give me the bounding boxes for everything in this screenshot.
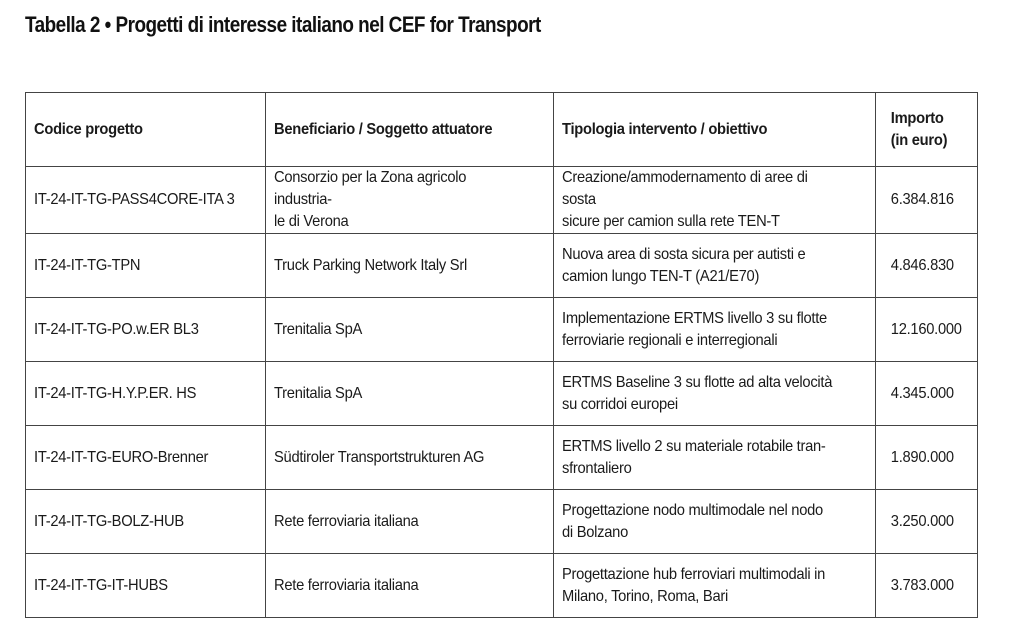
header-beneficiary: Beneficiario / Soggetto attuatore bbox=[266, 93, 554, 167]
cell-code: IT-24-IT-TG-IT-HUBS bbox=[26, 554, 266, 618]
projects-table bbox=[25, 92, 978, 618]
cell-code: IT-24-IT-TG-BOLZ-HUB bbox=[26, 490, 266, 554]
cell-code: IT-24-IT-TG-TPN bbox=[26, 234, 266, 298]
cell-type: Progettazione nodo multimodale nel nodo di Bolzano bbox=[554, 490, 876, 554]
table-row bbox=[26, 234, 978, 298]
table-header-row bbox=[26, 93, 978, 167]
cell-amount: 12.160.000 bbox=[876, 298, 978, 362]
header-type: Tipologia intervento / obiettivo bbox=[554, 93, 876, 167]
cell-beneficiary: Truck Parking Network Italy Srl bbox=[266, 234, 554, 298]
cell-amount: 4.345.000 bbox=[876, 362, 978, 426]
cell-amount: 1.890.000 bbox=[876, 426, 978, 490]
cell-amount: 4.846.830 bbox=[876, 234, 978, 298]
cell-code: IT-24-IT-TG-PO.w.ER BL3 bbox=[26, 298, 266, 362]
table-row bbox=[26, 426, 978, 490]
cell-beneficiary: Rete ferroviaria italiana bbox=[266, 554, 554, 618]
cell-amount: 6.384.816 bbox=[876, 167, 978, 234]
table-row bbox=[26, 298, 978, 362]
cell-code: IT-24-IT-TG-EURO-Brenner bbox=[26, 426, 266, 490]
cell-type: Progettazione hub ferroviari multimodali in Milano, Torino, Roma, Bari bbox=[554, 554, 876, 618]
table-row bbox=[26, 167, 978, 234]
cell-type: ERTMS Baseline 3 su flotte ad alta velocità su corridoi europei bbox=[554, 362, 876, 426]
header-code: Codice progetto bbox=[26, 93, 266, 167]
cell-beneficiary: Südtiroler Transportstrukturen AG bbox=[266, 426, 554, 490]
cell-type: Creazione/ammodernamento di aree di sosta sicure per camion sulla rete TEN-T bbox=[554, 167, 876, 234]
table-row bbox=[26, 554, 978, 618]
cell-beneficiary: Rete ferroviaria italiana bbox=[266, 490, 554, 554]
table-row bbox=[26, 490, 978, 554]
cell-type: Implementazione ERTMS livello 3 su flotte ferroviarie regionali e interregionali bbox=[554, 298, 876, 362]
cell-type: Nuova area di sosta sicura per autisti e camion lungo TEN-T (A21/E70) bbox=[554, 234, 876, 298]
cell-code: IT-24-IT-TG-PASS4CORE-ITA 3 bbox=[26, 167, 266, 234]
cell-code: IT-24-IT-TG-H.Y.P.ER. HS bbox=[26, 362, 266, 426]
cell-beneficiary: Trenitalia SpA bbox=[266, 298, 554, 362]
table-row bbox=[26, 362, 978, 426]
cell-beneficiary: Trenitalia SpA bbox=[266, 362, 554, 426]
cell-amount: 3.783.000 bbox=[876, 554, 978, 618]
table-title: Tabella 2 • Progetti di interesse italiano nel CEF for Transport bbox=[25, 12, 541, 37]
cell-amount: 3.250.000 bbox=[876, 490, 978, 554]
cell-beneficiary: Consorzio per la Zona agricolo industria- le di Verona bbox=[266, 167, 554, 234]
cell-type: ERTMS livello 2 su materiale rotabile tran- sfrontaliero bbox=[554, 426, 876, 490]
header-amount: Importo (in euro) bbox=[876, 93, 978, 167]
